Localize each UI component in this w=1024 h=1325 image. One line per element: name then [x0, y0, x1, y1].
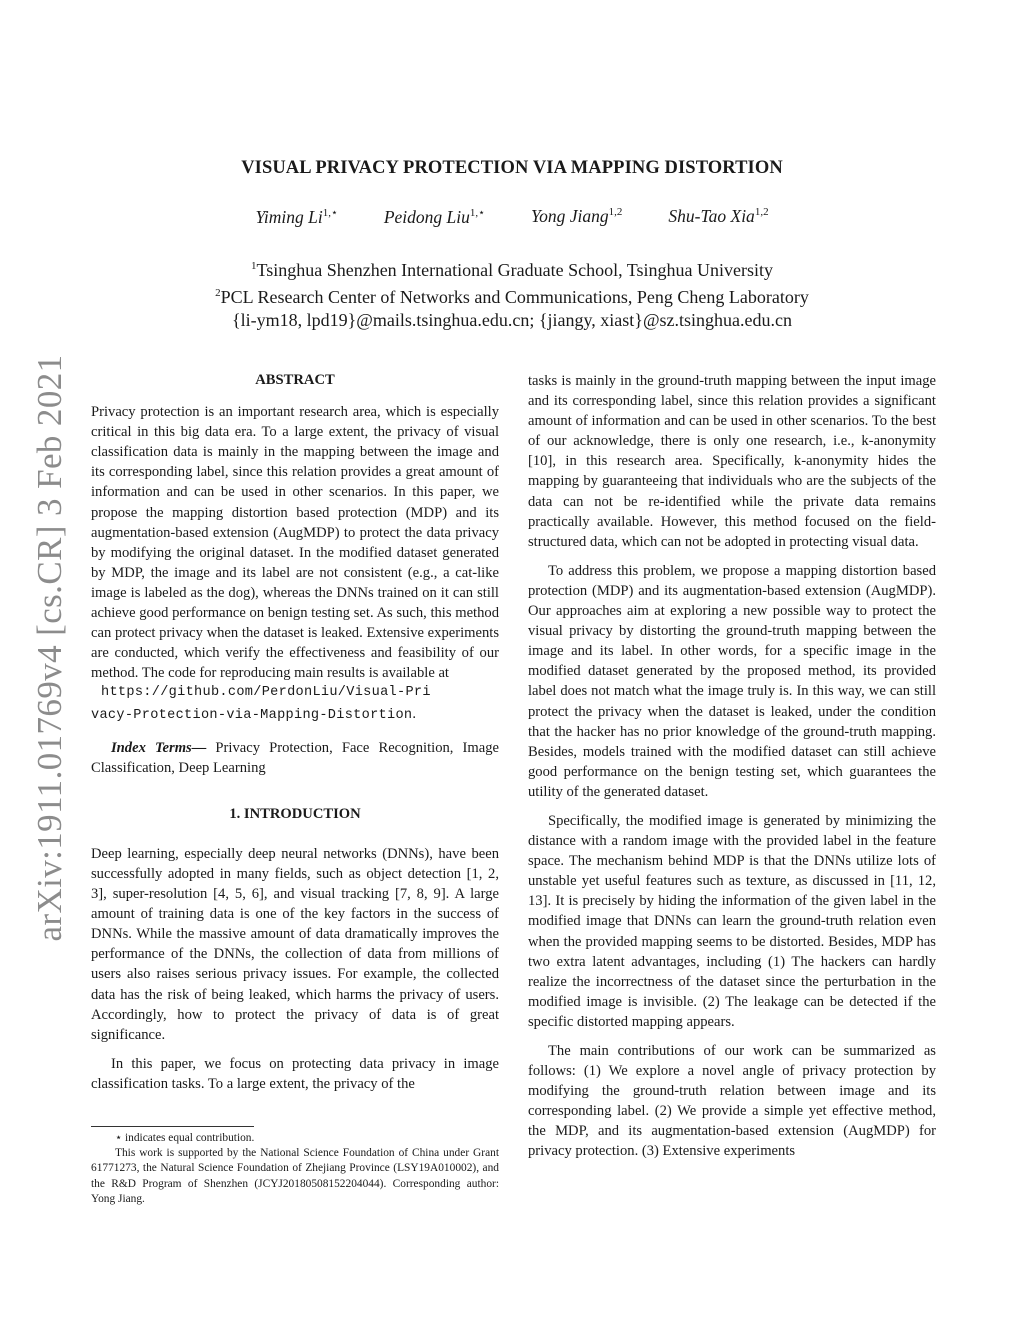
code-url-line-2[interactable]: vacy-Protection-via-Mapping-Distortion. [91, 705, 417, 723]
abstract-text: Privacy protection is an important research area, which is especially critical in this big data era. To a large extent, the privacy of visual classification data is mainly in the mapping between the image and its corresponding label, since this relation provides a great amount of information and can be used in other scenarios. In this paper, we propose the mapping distortion based protection (MDP) and its augmentation-based extension (AugMDP) to protect the data privacy by modifying the original dataset. In the modified dataset generated by MDP, the image and its label are not consistent (e.g., a cat-like image is labeled as the dog), whereas the DNNs trained on it can still achieve good performance on benign testing set. As such, this method can protect privacy when the dataset is leaked. Extensive experiments are conducted, which verify the effectiveness and feasibility of our method. The code for reproducing main results is available at https://github.com/PerdonLiu/Visual-Pri vacy-Protection-via-Mapping-Distortion. [91, 402, 499, 726]
code-url-line-1[interactable]: https://github.com/PerdonLiu/Visual-Pri [101, 685, 431, 701]
footnote-rule [91, 1126, 254, 1127]
abstract-heading: ABSTRACT [255, 372, 335, 388]
right-paragraph-2: To address this problem, we propose a mapping distortion based protection (MDP) and its augmentation-based extension (AugMDP). Our approaches aim at exploring a new possible way to protect the visual privacy by distorting the ground-truth mapping between the image and its label. In other words, for a specific image in the modified dataset generated by the proposed method, its provided label does not match what the image truly is. In this way, we can still protect the privacy when the dataset is leaked, under the condition that the hacker has no prior knowledge of the ground-truth mapping. Besides, models trained with the modified dataset can still achieve good performance on the benign testing set, which guarantees the utility of the generated dataset. [528, 562, 936, 800]
arxiv-identifier-stamp: arXiv:1911.01769v4 [cs.CR] 3 Feb 2021 [30, 354, 69, 942]
paper-title: VISUAL PRIVACY PROTECTION VIA MAPPING DISTORTION [241, 158, 783, 178]
right-paragraph-3: Specifically, the modified image is generated by minimizing the distance with a random image with the provided label in the feature space. The mechanism behind MDP is that the DNNs utilize lots of unstable yet useful features such as texture, as discussed in [11, 12, 13]. It is precisely by hiding the information of the given label in the modified image that DNNs can learn the ground-truth relation even when the provided mapping seems to be distorted. Besides, MDP has two extra latent advantages, including (1) The hackers can hardly realize the incorrectness of the dataset since the perturbation in the modified image is invisible. (2) The leakage can be detected if the specific distorted mapping appears. [528, 812, 936, 1030]
introduction-heading: 1. INTRODUCTION [229, 805, 361, 822]
author-emails: {li-ym18, lpd19}@mails.tsinghua.edu.cn; {jiangy, xiast}@sz.tsinghua.edu.cn [232, 310, 792, 330]
right-paragraph-4: The main contributions of our work can be summarized as follows: (1) We explore a novel angle of privacy protection by modifying the ground-truth relation between image and its corresponding label. (2) We provide a simple yet effective method, the MDP, and its augmentation-based extension (AugMDP) for privacy protection. (3) Extensive experiments [528, 1043, 936, 1160]
affiliations [0, 255, 1024, 332]
intro-paragraph-2: In this paper, we focus on protecting data privacy in image classification tasks. To a large extent, the privacy of the [91, 1055, 499, 1092]
intro-paragraph-1: Deep learning, especially deep neural networks (DNNs), have been successfully adopted in many fields, such as object detection [1, 2, 3], super-resolution [4, 5, 6], and visual tracking [7, 8, 9]. A large amount of training data is one of the key factors in the success of DNNs. While the massive amount of data dramatically improves the performance of the DNNs, the collection of data from millions of users also raises serious privacy issues. For example, the collected data has the risk of being leaked, which harms the privacy of users. Accordingly, how to protect the privacy of data is of great significance. [91, 845, 499, 1043]
author: Peidong Liu$^{1,⋆}$ [383, 206, 486, 227]
left-column [91, 370, 499, 1094]
author: Shu-Tao Xia$^{1,2}$ [668, 206, 769, 226]
right-column [528, 371, 936, 1162]
author: Yong Jiang$^{1,2}$ [531, 206, 623, 226]
affiliation-line: $^2$PCL Research Center of Networks and Communications, Peng Cheng Laboratory [215, 287, 809, 307]
footnotes [91, 1131, 499, 1207]
index-terms: Index Terms— Privacy Protection, Face Recognition, Image Classification, Deep Learning [91, 739, 500, 776]
affiliation-line: $^1$Tsinghua Shenzhen International Graduate School, Tsinghua University [250, 260, 774, 280]
right-paragraph-1: tasks is mainly in the ground-truth mapping between the input image and its corresponding label, since this relation provides a significant amount of information and can be used in other scenarios. To the best of our acknowledge, there is only one research, i.e., k-anonymity [10], in this research area. Specifically, k-anonymity hides the mapping by guaranteeing that individuals who are the subjects of the data can not be re-identified while the private data remains practically available. However, this method focused on the field-structured data, which can not be adopted in protecting visual data. [528, 373, 936, 550]
footnote-funding: This work is supported by the National Science Foundation of China under Grant 61771273, the Natural Science Foundation of Zhejiang Province (LSY19A010002), and the R&D Program of Shenzhen (JCYJ20180508152204044). Corresponding author: Yong Jiang. [91, 1147, 499, 1205]
footnote-equal-contribution: ⋆ indicates equal contribution. [115, 1132, 255, 1144]
author-list [0, 206, 1024, 228]
author: Yiming $Li^{1,⋆}$ [255, 206, 338, 227]
